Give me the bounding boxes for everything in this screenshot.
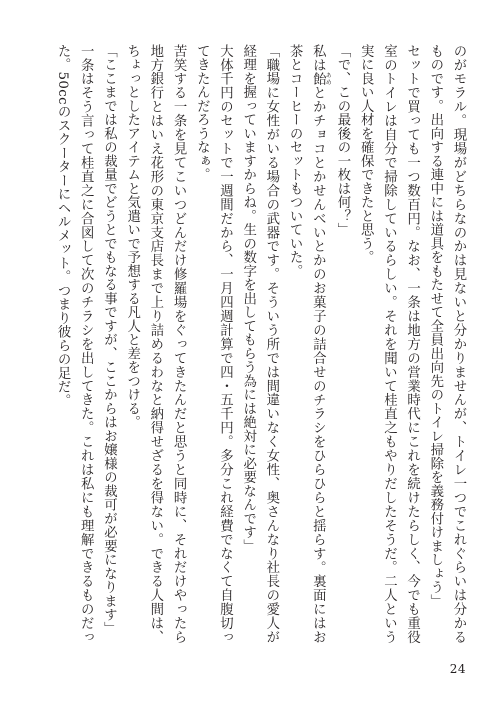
paragraph-7: 苦笑する一条を見てこいつどんだけ修羅場をぐってきたんだと思うと同時に、それだけやったら地方銀行とはいえ花形の東京支店長まで上り詰めるわなと納得せざるを得ない。できる人間は、ちょっとしたアイテムと気遣いで予想する凡人と差をつける。 <box>124 44 187 644</box>
paragraph-4: 私は飴 あめとかチョコとかせんべいとかのお菓子の詰合せのチラシをひらひらと揺らす。裏面にはお茶とコーヒーのセットもついていた。 <box>287 44 332 644</box>
vertical-text-body <box>30 44 470 644</box>
paragraph-3: 「で、この最後の一枚は何？」 <box>334 44 350 237</box>
paragraph-5: 「職場に女性がいる場合の武器です。そういう所では間違いなく女性、奥さんなり社長の愛人が経理を握っていますからね。生の数字を出してもらう為には絶対に必要なんです」 <box>240 44 279 644</box>
furigana-ruby: 飴 あめ <box>310 71 332 86</box>
paragraph-1: のがモラル。現場がどちらなのかは見ないと分かりませんが、トイレ一つでこれぐらいは分かるものです。出向する連中には道具をもたせて全員出向先のトイレ掃除を義務付けましょう」 <box>427 44 466 644</box>
page-number: 24 <box>449 662 466 676</box>
paragraph-2: セットで買っても一つ数百円。なお、一条は地方の営業時代にこれを続けたらしく、今でも重役室のトイレは自分で掃除しているらしい。それを聞いて桂直之もやりだしたそうだ。二人という実に良い人材を確保できたと思う。 <box>358 44 420 644</box>
paragraph-6: 大体千円のセットで一週間だから、一月四週計算で四・五千円。多分これ経費でなくて自腹切ってきたんだろうなぁ。 <box>194 44 233 644</box>
paragraph-9: 一条はそう言って桂直之に合図して次のチラシを出してきた。これは私にも理解できるものだった。50ccのスクーターにヘルメット。つまり彼らの足だ。 <box>55 44 94 644</box>
paragraph-8: 「ここまでは私の裁量でどうとでもなる事ですが、ここからはお嬢様の裁可が必要になります」 <box>101 44 117 636</box>
